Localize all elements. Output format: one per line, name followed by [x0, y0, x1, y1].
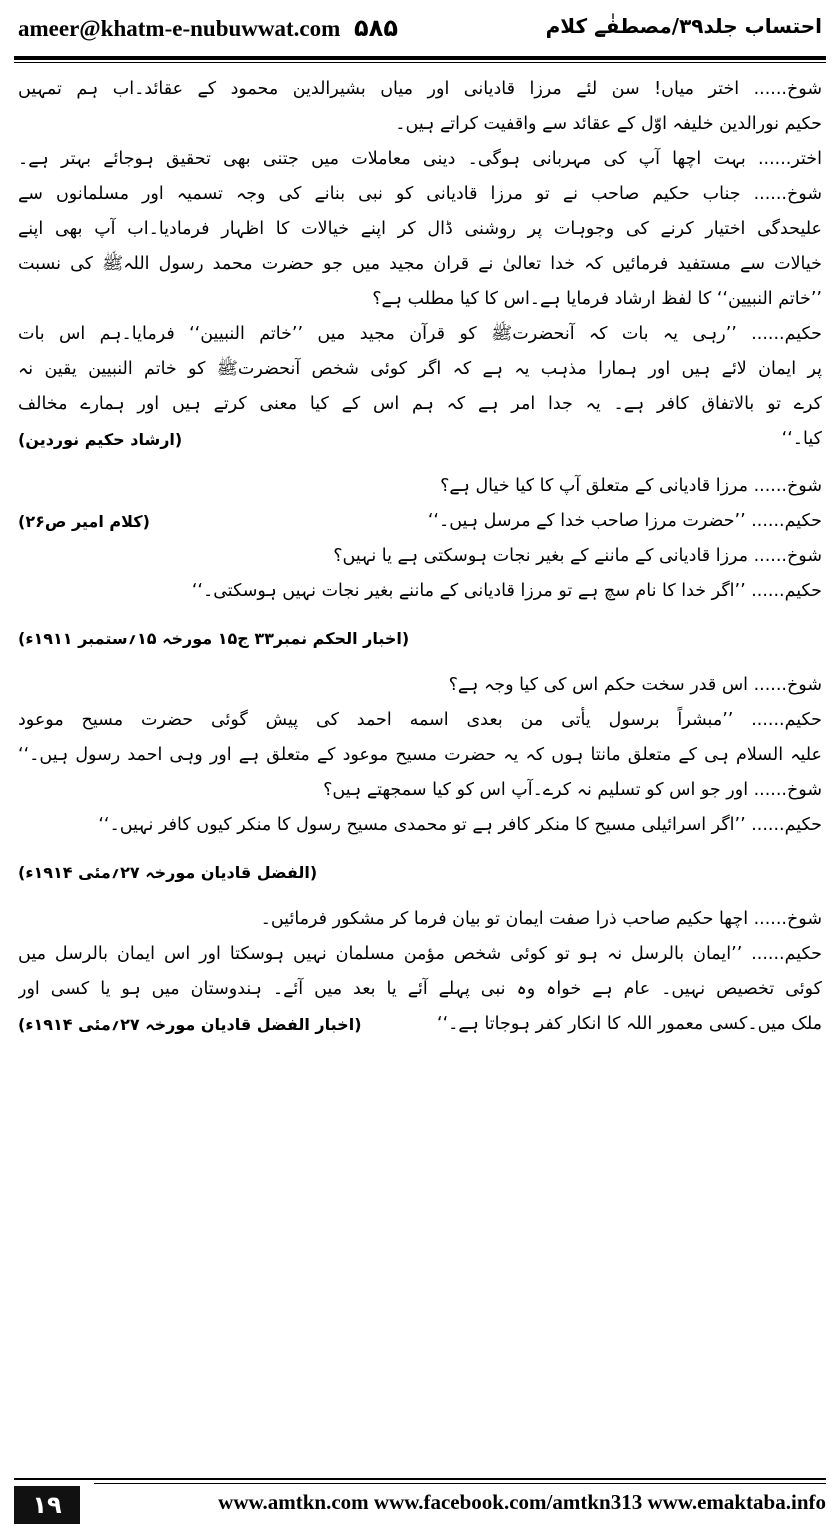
- page-footer: [14, 1478, 826, 1528]
- citation: (اخبار الحکم نمبر۳۳ ج۱۵ مورخہ ۱۵؍ستمبر ۱۹۱۱ء): [18, 629, 410, 648]
- text-row-with-citation: [18, 1007, 822, 1042]
- text-line: ’’خاتم النبیین‘‘ کا لفظ ارشاد فرمایا ہے۔اس کا کیا مطلب ہے؟: [372, 289, 822, 309]
- text-line: خیالات سے مستفید فرمائیں کہ خدا تعالیٰ نے قران مجید میں جو حضرت محمد رسول اللہﷺ کی نسبت: [18, 254, 822, 274]
- footer-page-number: ۱۹: [14, 1486, 80, 1524]
- text-line: علیحدگی اختیار کرنے کی وجوہات پر روشنی ڈال کر اپنے خیالات کا اظہار فرمادیا۔اب آپ بھی اپنے: [18, 219, 822, 239]
- text-line: شوخ...... اچھا حکیم صاحب ذرا صفت ایمان تو بیان فرما کر مشکور فرمائیں۔: [260, 909, 822, 929]
- citation: (الفضل قادیان مورخہ ۲۷؍مئی ۱۹۱۴ء): [18, 863, 318, 882]
- citation: (اخبار الفضل قادیان مورخہ ۲۷؍مئی ۱۹۱۴ء): [18, 1015, 362, 1034]
- text-line: شوخ...... اس قدر سخت حکم اس کی کیا وجہ ہے؟: [448, 675, 822, 695]
- text-line: شوخ...... جناب حکیم صاحب نے تو مرزا قادیانی کو نبی بنانے کی وجہ تسمیہ اور مسلمانوں سے: [18, 184, 822, 204]
- text-line: حکیم...... ’’ایمان بالرسل نہ ہو تو کوئی شخص مؤمن مسلمان نہیں ہوسکتا اور اس ایمان بالرسل میں: [18, 944, 822, 964]
- text-line: حکیم...... ’’اگر اسرائیلی مسیح کا منکر کافر ہے تو محمدی مسیح رسول کا منکر کیوں کافر نہیں۔‘‘: [98, 815, 822, 835]
- citation: (کلام امیر ص۲۶): [18, 512, 150, 531]
- text-line: شوخ...... مرزا قادیانی کے متعلق آپ کا کیا خیال ہے؟: [440, 476, 822, 496]
- text-line: اختر...... بہت اچھا آپ کی مہربانی ہوگی۔ دینی معاملات میں جتنی بھی تحقیق ہوجائے بہتر ہے۔: [18, 149, 822, 169]
- text-line: حکیم...... ’’رہی یہ بات کہ آنحضرتﷺ کو قرآن مجید میں ’’خاتم النبیین‘‘ فرمایا۔ہم اس بات: [18, 324, 822, 344]
- page-header: [14, 8, 826, 52]
- footer-rule-thin: [94, 1483, 826, 1484]
- text-line: شوخ...... اور جو اس کو تسلیم نہ کرے۔آپ اس کو کیا سمجھتے ہیں؟: [323, 780, 822, 800]
- text-line: علیہ السلام ہی کے متعلق مانتا ہوں کہ یہ حضرت مسیح موعود کے متعلق ہے اور وہی احمد رسول ہیں۔‘‘: [18, 745, 822, 765]
- text-line: پر ایمان لائے ہیں اور ہمارا مذہب یہ ہے کہ اگر کوئی شخص آنحضرتﷺ کو خاتم النبیین یقین نہ: [18, 359, 822, 379]
- header-left: [18, 14, 398, 42]
- header-volume-title: احتساب جلد۳۹/مصطفٰے کلام: [545, 14, 822, 38]
- text-row-with-citation: [18, 504, 822, 539]
- header-email: ameer@khatm-e-nubuwwat.com: [18, 16, 341, 41]
- citation: (ارشاد حکیم نوردین): [18, 430, 183, 449]
- text-line: حکیم نورالدین خلیفہ اوّل کے عقائد سے واقفیت کراتے ہیں۔: [395, 114, 822, 134]
- text-line: حکیم...... ’’حضرت مرزا صاحب خدا کے مرسل ہیں۔‘‘: [427, 511, 822, 531]
- header-page-number: ۵۸۵: [354, 14, 398, 42]
- footer-rule-thick: [14, 1478, 826, 1480]
- text-line: کوئی تخصیص نہیں۔ عام ہے خواہ وہ نبی پہلے آئے یا بعد میں آئے۔ ہندوستان میں ہو یا کسی اور: [18, 979, 822, 999]
- text-line: ملک میں۔کسی معمور اللہ کا انکار کفر ہوجاتا ہے۔‘‘: [437, 1014, 822, 1034]
- text-line: شوخ...... مرزا قادیانی کے ماننے کے بغیر نجات ہوسکتی ہے یا نہیں؟: [333, 546, 822, 566]
- text-line: کرے تو بالاتفاق کافر ہے۔ یہ جدا امر ہے کہ ہم اس کے کیا معنی کرتے ہیں اور ہمارے مخالف: [18, 394, 822, 414]
- text-line: شوخ...... اختر میاں! سن لئے مرزا قادیانی اور میاں بشیرالدین محمود کے عقائد۔اب ہم تمہیں: [18, 79, 822, 99]
- header-rule-thick: [14, 56, 826, 60]
- text-line: کیا۔‘‘: [781, 429, 822, 449]
- text-line: حکیم...... ’’مبشراً برسول یأتی من بعدی اسمه احمد کی پیش گوئی حضرت مسیح موعود: [18, 710, 822, 730]
- dialogue-body: [18, 72, 822, 1462]
- header-rule-thin: [14, 62, 826, 63]
- text-line: حکیم...... ’’اگر خدا کا نام سچ ہے تو مرزا قادیانی کے ماننے بغیر نجات نہیں ہوسکتی۔‘‘: [191, 581, 822, 601]
- footer-links: www.amtkn.com www.facebook.com/amtkn313 www.emaktaba.info: [218, 1490, 826, 1514]
- text-row-with-citation: [18, 422, 822, 457]
